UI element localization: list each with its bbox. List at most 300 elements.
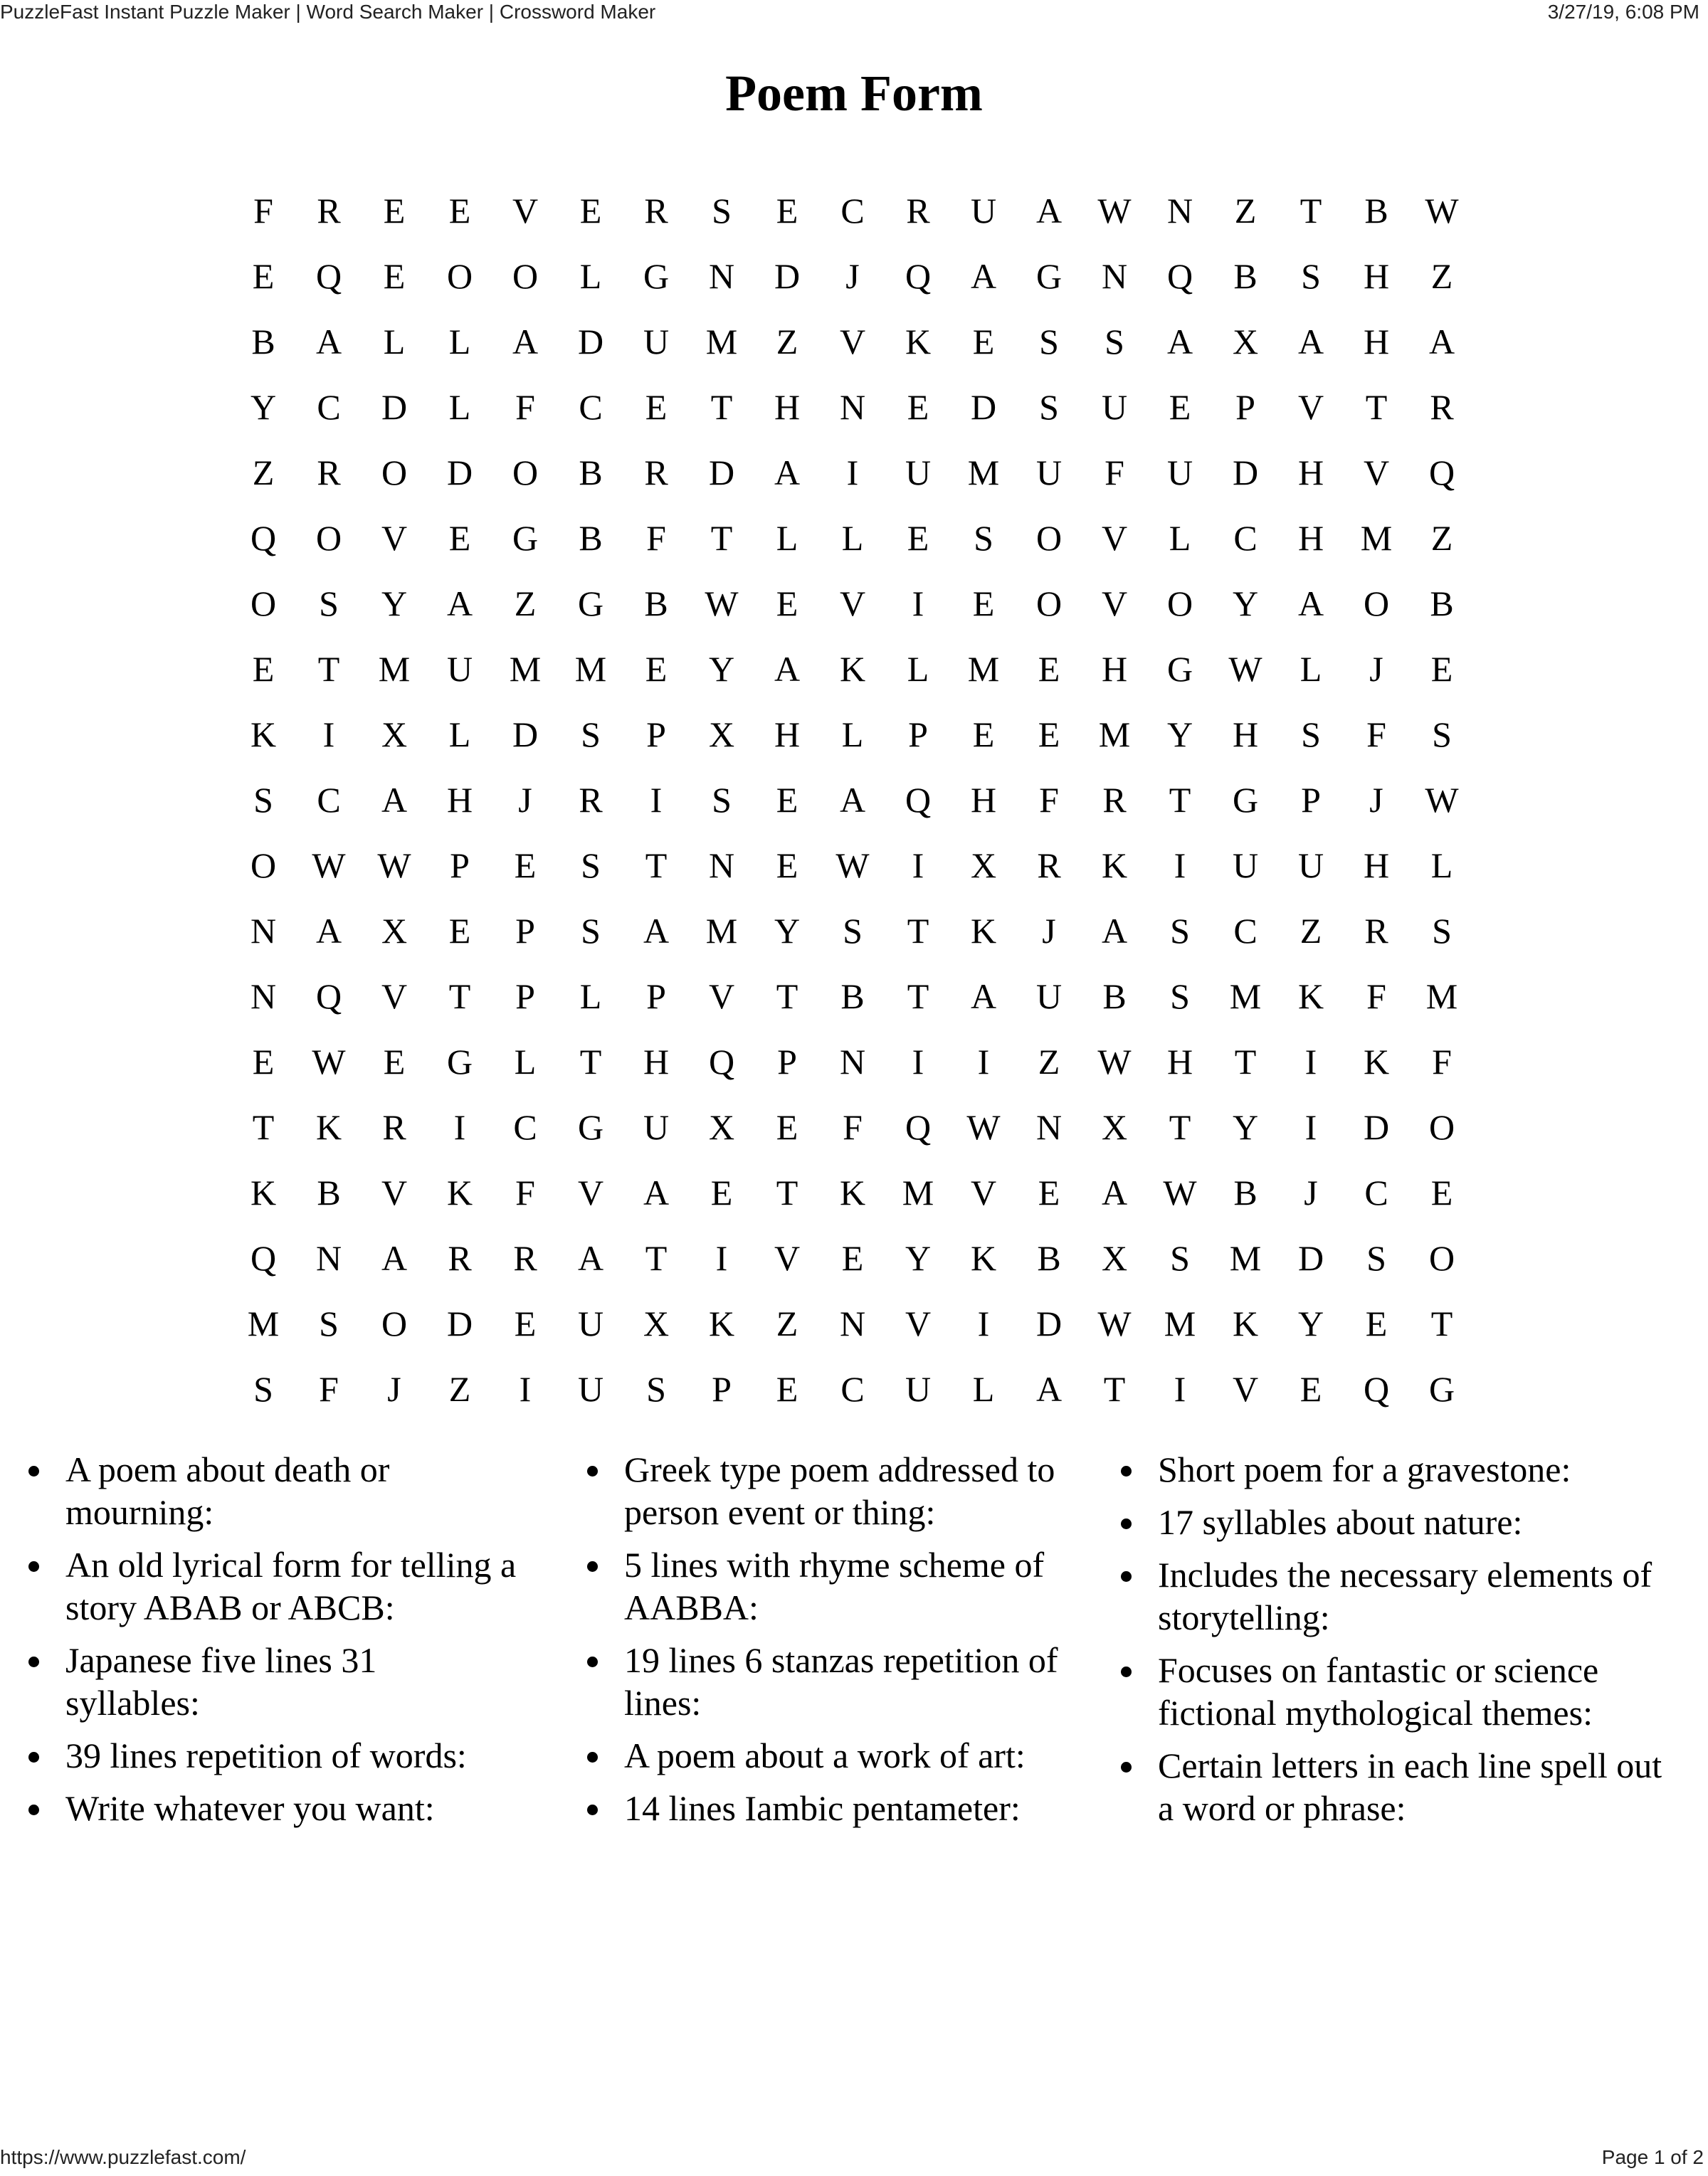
grid-letter: M [247, 1304, 280, 1343]
grid-letter: I [519, 1369, 532, 1409]
grid-letter: Q [1166, 256, 1193, 296]
grid-letter: E [1038, 1173, 1060, 1213]
grid-letter: B [644, 583, 668, 623]
grid-letter: H [1297, 453, 1324, 492]
grid-letter: O [315, 518, 342, 558]
clue-item: 39 lines repetition of words: [21, 1734, 520, 1777]
grid-letter: A [1035, 1369, 1063, 1409]
grid-letter: W [1425, 191, 1459, 231]
grid-letter: H [774, 714, 801, 754]
grid-letter: Y [1232, 583, 1259, 623]
grid-letter: T [317, 649, 340, 689]
grid-letter: Y [708, 649, 735, 689]
grid-letter: N [1166, 191, 1193, 231]
grid-letter: Y [1297, 1304, 1324, 1343]
grid-letter: T [907, 911, 929, 951]
grid-letter: U [970, 191, 997, 231]
grid-letter: R [1430, 387, 1454, 427]
grid-letter: E [972, 714, 995, 754]
grid-letter: N [250, 911, 277, 951]
grid-letter: X [1101, 1107, 1128, 1147]
grid-letter: A [381, 780, 408, 820]
grid-letter: I [453, 1107, 466, 1147]
grid-letter: N [1101, 256, 1128, 296]
grid-letter: E [972, 583, 995, 623]
grid-letter: H [774, 387, 801, 427]
grid-letter: H [1166, 1042, 1193, 1082]
grid-letter: E [514, 1304, 537, 1343]
grid-letter: W [835, 845, 870, 885]
grid-letter: C [1233, 518, 1258, 558]
clue-item: A poem about death or mourning: [21, 1448, 520, 1533]
grid-letter: J [1369, 649, 1383, 689]
word-search-grid [231, 178, 1475, 1422]
grid-letter: R [317, 453, 341, 492]
clue-item: 14 lines Iambic pentameter: [580, 1787, 1064, 1829]
grid-letter: A [1428, 322, 1455, 361]
grid-letter: I [715, 1238, 728, 1278]
grid-letter: P [1235, 387, 1255, 427]
grid-letter: G [512, 518, 539, 558]
grid-letter: B [1037, 1238, 1061, 1278]
grid-letter: E [776, 780, 798, 820]
grid-letter: B [1233, 256, 1258, 296]
grid-letter: W [1163, 1173, 1197, 1213]
clue-item: 17 syllables about nature: [1114, 1501, 1669, 1543]
grid-letter: K [250, 1173, 277, 1213]
grid-letter: O [1363, 583, 1390, 623]
grid-letter: K [970, 911, 997, 951]
grid-letter: L [579, 256, 602, 296]
grid-letter: V [1101, 518, 1128, 558]
grid-letter: I [1304, 1107, 1317, 1147]
grid-letter: D [512, 714, 539, 754]
grid-letter: R [448, 1238, 472, 1278]
grid-letter: D [708, 453, 735, 492]
print-footer-page-number: Page 1 of 2 [1601, 2146, 1704, 2168]
grid-letter: E [514, 845, 537, 885]
grid-letter: M [1425, 976, 1458, 1016]
grid-letter: T [1234, 1042, 1257, 1082]
grid-letter: G [1232, 780, 1259, 820]
grid-letter: O [1428, 1107, 1455, 1147]
grid-letter: E [776, 845, 798, 885]
grid-letter: A [512, 322, 539, 361]
grid-letter: Z [1038, 1042, 1060, 1082]
grid-letter: V [708, 976, 735, 1016]
grid-letter: V [381, 1173, 408, 1213]
grid-letter: L [383, 322, 406, 361]
grid-letter: J [1042, 911, 1056, 951]
grid-letter: W [966, 1107, 1001, 1147]
grid-letter: W [1228, 649, 1262, 689]
grid-letter: M [378, 649, 411, 689]
grid-letter: I [846, 453, 859, 492]
grid-letter: E [1365, 1304, 1388, 1343]
grid-letter: E [1430, 1173, 1453, 1213]
grid-letter: D [1035, 1304, 1063, 1343]
grid-letter: M [1229, 1238, 1262, 1278]
grid-letter: T [776, 1173, 798, 1213]
grid-letter: E [907, 518, 929, 558]
grid-letter: W [1097, 191, 1132, 231]
clue-item: A poem about a work of art: [580, 1734, 1064, 1777]
grid-letter: S [1301, 714, 1321, 754]
grid-letter: V [381, 976, 408, 1016]
print-header-title: PuzzleFast Instant Puzzle Maker | Word Search Maker | Crossword Maker [0, 1, 656, 23]
grid-letter: P [646, 976, 666, 1016]
grid-letter: O [1035, 518, 1063, 558]
grid-letter: H [970, 780, 997, 820]
grid-letter: Z [776, 322, 798, 361]
grid-letter: K [1297, 976, 1324, 1016]
grid-letter: U [643, 1107, 670, 1147]
grid-letter: P [515, 976, 535, 1016]
grid-letter: B [1233, 1173, 1258, 1213]
grid-letter: R [513, 1238, 537, 1278]
grid-letter: S [1366, 1238, 1386, 1278]
grid-letter: G [577, 1107, 604, 1147]
grid-letter: J [518, 780, 532, 820]
grid-letter: E [1038, 649, 1060, 689]
grid-letter: B [579, 453, 603, 492]
grid-letter: N [315, 1238, 342, 1278]
grid-letter: V [774, 1238, 801, 1278]
grid-letter: E [383, 191, 406, 231]
grid-letter: S [253, 780, 273, 820]
grid-letter: H [1363, 845, 1390, 885]
grid-letter: F [253, 191, 273, 231]
grid-letter: V [1297, 387, 1324, 427]
grid-letter: L [841, 518, 864, 558]
grid-letter: I [1304, 1042, 1317, 1082]
grid-letter: H [1232, 714, 1259, 754]
grid-letter: M [1098, 714, 1131, 754]
grid-letter: S [1039, 322, 1059, 361]
grid-letter: S [1170, 976, 1190, 1016]
grid-letter: X [970, 845, 997, 885]
grid-letter: S [1432, 714, 1452, 754]
grid-letter: Z [1430, 256, 1453, 296]
clue-item: Focuses on fantastic or science fictional mythological themes: [1114, 1649, 1669, 1734]
grid-letter: I [1174, 1369, 1186, 1409]
grid-letter: D [1232, 453, 1259, 492]
grid-letter: X [708, 1107, 735, 1147]
grid-letter: D [1363, 1107, 1390, 1147]
grid-letter: S [712, 780, 732, 820]
grid-letter: S [253, 1369, 273, 1409]
print-footer-url: https://www.puzzlefast.com/ [0, 2146, 246, 2168]
clue-item: Greek type poem addressed to person event or thing: [580, 1448, 1064, 1533]
grid-letter: S [1432, 911, 1452, 951]
grid-letter: J [1369, 780, 1383, 820]
grid-letter: E [252, 256, 275, 296]
page-title: Poem Form [725, 65, 983, 122]
grid-letter: X [1232, 322, 1259, 361]
grid-letter: U [643, 322, 670, 361]
grid-letter: F [1366, 976, 1386, 1016]
grid-letter: E [645, 387, 668, 427]
grid-letter: O [250, 583, 277, 623]
grid-letter: A [970, 976, 997, 1016]
grid-letter: I [650, 780, 663, 820]
clue-item: Includes the necessary elements of storytelling: [1114, 1553, 1669, 1639]
grid-letter: P [777, 1042, 797, 1082]
grid-letter: F [1432, 1042, 1452, 1082]
grid-letter: Q [905, 780, 932, 820]
grid-letter: V [1363, 453, 1390, 492]
grid-letter: E [252, 1042, 275, 1082]
grid-letter: B [840, 976, 865, 1016]
grid-letter: F [843, 1107, 863, 1147]
grid-letter: H [1297, 518, 1324, 558]
grid-letter: U [1166, 453, 1193, 492]
grid-letter: W [1425, 780, 1459, 820]
grid-letter: G [1428, 1369, 1455, 1409]
clue-list-column-3 [1114, 1448, 1669, 1839]
grid-letter: R [1102, 780, 1127, 820]
clue-list-column-1 [21, 1448, 520, 1839]
grid-letter: V [970, 1173, 997, 1213]
grid-letter: Z [514, 583, 537, 623]
grid-letter: E [1430, 649, 1453, 689]
grid-letter: E [383, 256, 406, 296]
grid-letter: X [708, 714, 735, 754]
grid-letter: D [774, 256, 801, 296]
grid-letter: G [1035, 256, 1063, 296]
grid-letter: L [972, 1369, 995, 1409]
grid-letter: Q [315, 256, 342, 296]
grid-letter: E [1038, 714, 1060, 754]
grid-letter: U [446, 649, 473, 689]
grid-letter: P [450, 845, 470, 885]
grid-letter: M [1229, 976, 1262, 1016]
grid-letter: L [448, 387, 471, 427]
grid-letter: E [776, 1107, 798, 1147]
grid-letter: R [906, 191, 930, 231]
grid-letter: S [1170, 911, 1190, 951]
grid-letter: Y [1166, 714, 1193, 754]
grid-letter: O [381, 1304, 408, 1343]
grid-letter: S [974, 518, 993, 558]
grid-letter: L [1430, 845, 1453, 885]
grid-letter: W [312, 845, 346, 885]
grid-letter: S [1105, 322, 1124, 361]
grid-letter: V [1101, 583, 1128, 623]
grid-letter: R [1364, 911, 1388, 951]
grid-letter: P [712, 1369, 732, 1409]
grid-letter: X [381, 714, 408, 754]
grid-letter: Y [1232, 1107, 1259, 1147]
grid-letter: S [1170, 1238, 1190, 1278]
grid-letter: Q [250, 518, 277, 558]
clue-item: Write whatever you want: [21, 1787, 520, 1829]
grid-letter: F [515, 387, 535, 427]
grid-letter: L [448, 714, 471, 754]
grid-letter: V [381, 518, 408, 558]
grid-letter: A [381, 1238, 408, 1278]
grid-letter: X [381, 911, 408, 951]
grid-letter: J [1304, 1173, 1318, 1213]
grid-letter: Q [905, 1107, 932, 1147]
grid-letter: E [972, 322, 995, 361]
grid-letter: E [710, 1173, 733, 1213]
clue-item: 5 lines with rhyme scheme of AABBA: [580, 1543, 1064, 1629]
grid-letter: S [1039, 387, 1059, 427]
grid-letter: G [446, 1042, 473, 1082]
grid-letter: Z [776, 1304, 798, 1343]
grid-letter: S [646, 1369, 666, 1409]
grid-letter: I [977, 1042, 990, 1082]
grid-letter: U [1035, 453, 1063, 492]
grid-letter: U [905, 453, 932, 492]
grid-letter: O [1166, 583, 1193, 623]
grid-letter: H [446, 780, 473, 820]
grid-letter: T [1169, 1107, 1191, 1147]
grid-letter: F [515, 1173, 535, 1213]
grid-letter: C [317, 387, 341, 427]
grid-letter: H [643, 1042, 670, 1082]
grid-letter: D [1297, 1238, 1324, 1278]
grid-letter: H [1363, 322, 1390, 361]
grid-letter: Z [1234, 191, 1257, 231]
grid-letter: A [1101, 1173, 1128, 1213]
grid-letter: R [579, 780, 603, 820]
grid-letter: S [581, 845, 601, 885]
grid-letter: M [967, 649, 1000, 689]
grid-letter: W [312, 1042, 346, 1082]
grid-letter: S [581, 714, 601, 754]
grid-letter: W [705, 583, 739, 623]
grid-letter: Q [1363, 1369, 1390, 1409]
grid-letter: Y [774, 911, 801, 951]
grid-letter: Y [250, 387, 277, 427]
grid-letter: T [907, 976, 929, 1016]
grid-letter: K [708, 1304, 735, 1343]
grid-letter: O [1035, 583, 1063, 623]
grid-letter: A [970, 256, 997, 296]
grid-letter: V [1232, 1369, 1259, 1409]
grid-letter: N [250, 976, 277, 1016]
grid-letter: X [643, 1304, 670, 1343]
grid-letter: E [907, 387, 929, 427]
grid-letter: U [1035, 976, 1063, 1016]
grid-letter: I [912, 1042, 924, 1082]
grid-letter: D [577, 322, 604, 361]
grid-letter: K [970, 1238, 997, 1278]
grid-letter: J [845, 256, 860, 296]
grid-letter: F [646, 518, 666, 558]
grid-letter: P [1301, 780, 1321, 820]
grid-letter: I [912, 583, 924, 623]
grid-letter: A [643, 1173, 670, 1213]
grid-letter: S [319, 1304, 339, 1343]
grid-letter: E [841, 1238, 864, 1278]
grid-letter: R [382, 1107, 406, 1147]
grid-letter: L [841, 714, 864, 754]
grid-letter: O [512, 453, 539, 492]
clue-item: 19 lines 6 stanzas repetition of lines: [580, 1639, 1064, 1724]
grid-letter: A [643, 911, 670, 951]
grid-letter: T [645, 1238, 668, 1278]
grid-letter: T [1365, 387, 1388, 427]
clue-item: Certain letters in each line spell out a word or phrase: [1114, 1744, 1669, 1829]
grid-letter: P [515, 911, 535, 951]
grid-letter: S [319, 583, 339, 623]
grid-letter: Q [1428, 453, 1455, 492]
print-header-timestamp: 3/27/19, 6:08 PM [1547, 1, 1699, 23]
grid-letter: X [1101, 1238, 1128, 1278]
grid-letter: A [1297, 322, 1324, 361]
grid-letter: O [446, 256, 473, 296]
grid-letter: P [908, 714, 928, 754]
grid-letter: M [705, 322, 738, 361]
grid-letter: S [1301, 256, 1321, 296]
grid-letter: Q [905, 256, 932, 296]
grid-letter: N [839, 387, 866, 427]
grid-letter: A [774, 649, 801, 689]
grid-letter: N [1035, 1107, 1063, 1147]
grid-letter: E [776, 583, 798, 623]
grid-letter: L [448, 322, 471, 361]
grid-letter: E [448, 191, 471, 231]
grid-letter: K [250, 714, 277, 754]
grid-letter: Z [1300, 911, 1322, 951]
grid-letter: E [448, 518, 471, 558]
grid-letter: A [774, 453, 801, 492]
grid-letter: G [643, 256, 670, 296]
grid-letter: E [645, 649, 668, 689]
grid-letter: T [448, 976, 471, 1016]
grid-letter: L [1300, 649, 1322, 689]
grid-letter: I [322, 714, 335, 754]
grid-letter: A [1101, 911, 1128, 951]
grid-letter: C [840, 1369, 865, 1409]
grid-letter: T [645, 845, 668, 885]
grid-letter: R [317, 191, 341, 231]
grid-letter: C [579, 387, 603, 427]
grid-letter: W [377, 845, 411, 885]
clue-item: Short poem for a gravestone: [1114, 1448, 1669, 1491]
grid-letter: M [1360, 518, 1393, 558]
grid-letter: M [967, 453, 1000, 492]
grid-letter: C [513, 1107, 537, 1147]
grid-letter: T [1103, 1369, 1126, 1409]
grid-letter: E [776, 191, 798, 231]
grid-letter: A [446, 583, 473, 623]
grid-letter: J [387, 1369, 401, 1409]
grid-letter: C [840, 191, 865, 231]
grid-letter: M [1164, 1304, 1196, 1343]
grid-letter: V [512, 191, 539, 231]
grid-letter: O [512, 256, 539, 296]
grid-letter: F [319, 1369, 339, 1409]
grid-letter: D [381, 387, 408, 427]
grid-letter: T [776, 976, 798, 1016]
grid-letter: L [907, 649, 929, 689]
grid-letter: N [708, 845, 735, 885]
grid-letter: A [577, 1238, 604, 1278]
grid-letter: U [1297, 845, 1324, 885]
grid-letter: E [448, 911, 471, 951]
grid-letter: T [1169, 780, 1191, 820]
grid-letter: I [977, 1304, 990, 1343]
grid-letter: E [383, 1042, 406, 1082]
grid-letter: B [1364, 191, 1388, 231]
clue-item: Japanese five lines 31 syllables: [21, 1639, 520, 1724]
grid-letter: S [712, 191, 732, 231]
clue-list-column-2 [580, 1448, 1064, 1839]
